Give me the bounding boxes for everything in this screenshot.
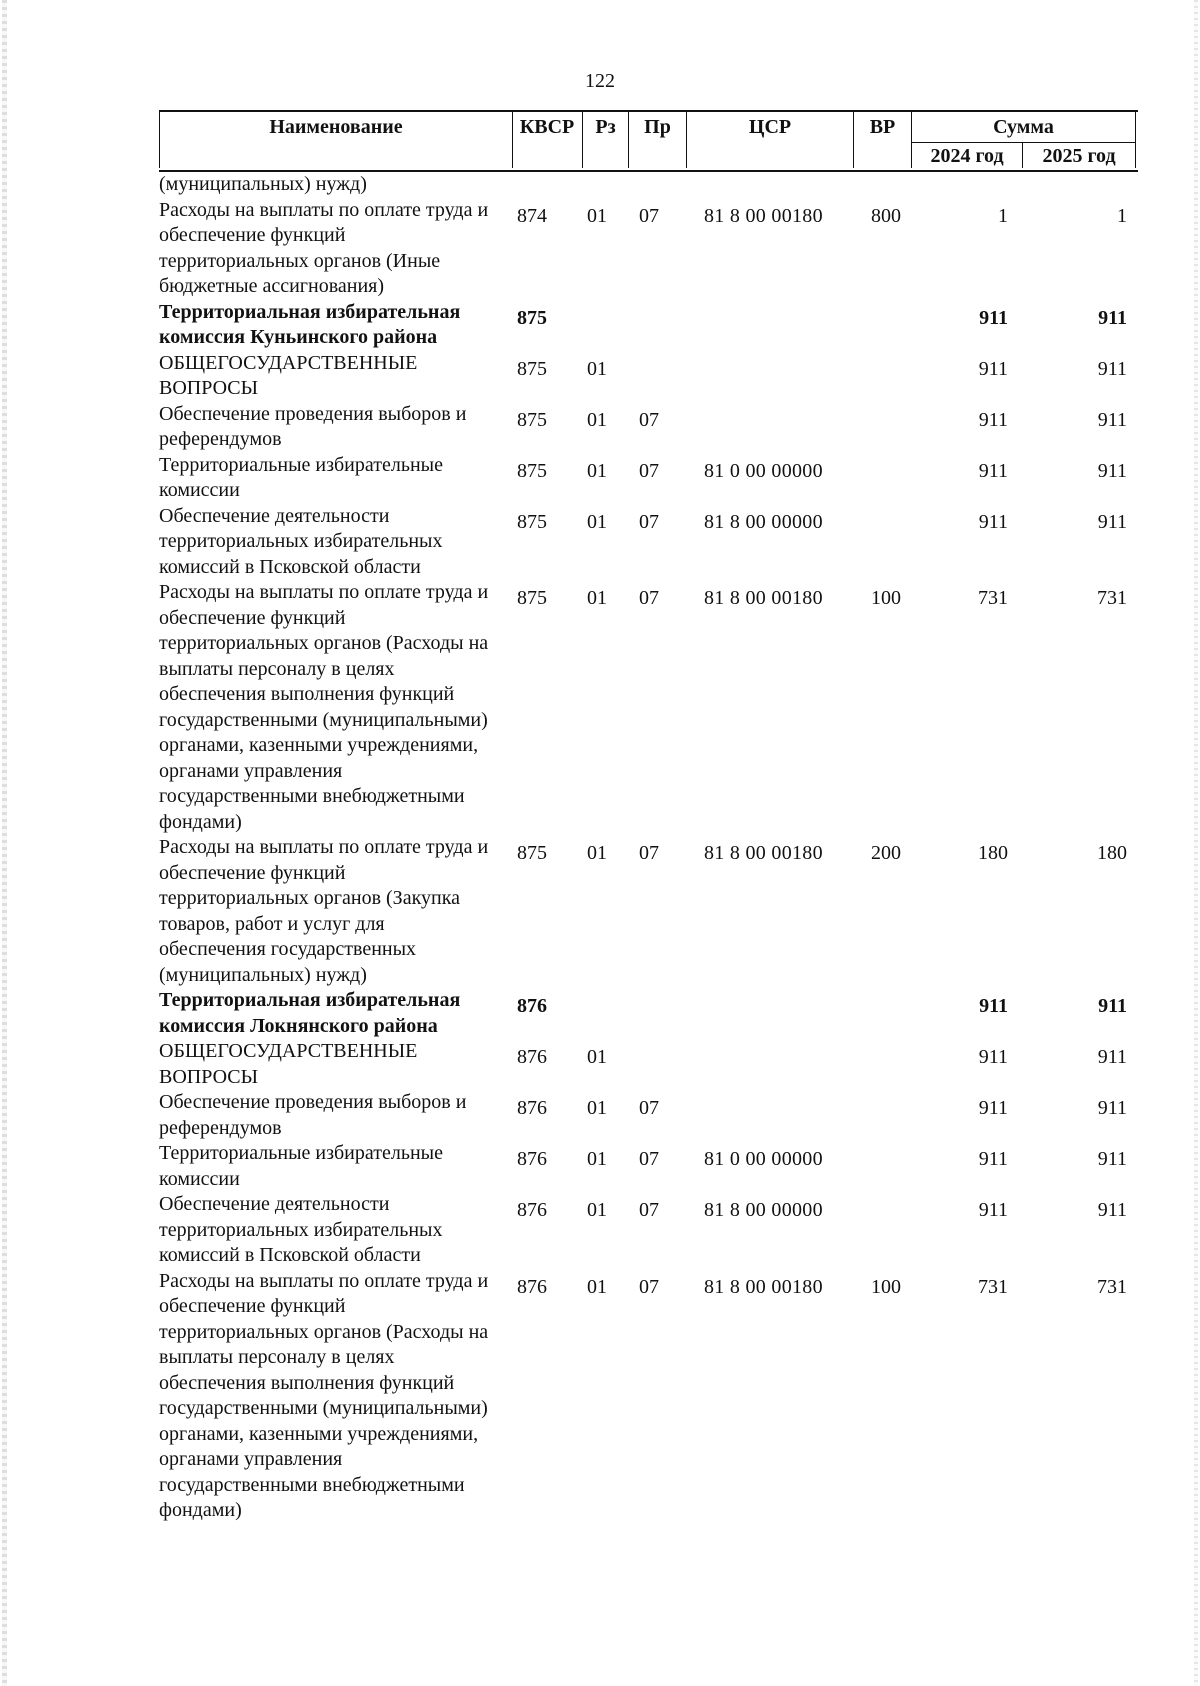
kvsr-cell: 875 <box>517 842 547 864</box>
amount-2024-cell: 911 <box>978 1199 1008 1221</box>
rz-cell: 01 <box>587 408 607 431</box>
table-row <box>159 198 1138 300</box>
amount-2024-cell: 911 <box>979 995 1008 1017</box>
amount-2025-cell: 180 <box>1097 842 1127 864</box>
table-row <box>159 1039 1138 1090</box>
csr-cell: 81 8 00 00180 <box>704 1275 823 1298</box>
amount-2024-cell: 180 <box>978 842 1008 864</box>
pr-cell: 07 <box>639 408 659 431</box>
vr-cell: 100 <box>871 1275 901 1298</box>
header-rz-label: Рз <box>595 116 616 138</box>
csr-cell: 81 8 00 00180 <box>704 842 823 864</box>
pr-cell: 07 <box>639 459 659 482</box>
table-row <box>159 1269 1138 1524</box>
amount-2024-cell: 731 <box>978 587 1008 609</box>
amount-2025-cell: 911 <box>1097 1199 1127 1221</box>
amount-2025-cell: 911 <box>1097 1097 1127 1119</box>
table-row <box>159 1090 1138 1141</box>
kvsr-cell: 876 <box>517 1199 547 1221</box>
header-sum: Сумма <box>912 112 1135 143</box>
name-cell: ОБЩЕГОСУДАРСТВЕННЫЕ ВОПРОСЫ <box>159 1040 418 1088</box>
vr-cell: 100 <box>871 587 901 609</box>
page-number: 122 <box>585 70 615 92</box>
amount-2024-cell: 911 <box>978 1148 1008 1170</box>
header-sum-group <box>912 112 1136 168</box>
csr-cell: 81 8 00 00180 <box>704 204 823 227</box>
kvsr-cell: 875 <box>517 510 547 533</box>
scan-edge-right <box>1194 0 1198 1686</box>
name-cell: Расходы на выплаты по оплате труда и обеспечение функций территориальных органов (Расходы на выплаты персоналу в целях обеспечения выполнения функций государственными (муниципальными) органами, казенными учреждениями, органами управления государственными внебюджетными фондами) <box>159 581 489 833</box>
vr-cell: 800 <box>871 204 901 227</box>
table-row <box>159 580 1138 835</box>
rz-cell: 01 <box>587 510 607 533</box>
name-cell: Обеспечение проведения выборов и референдумов <box>159 402 467 450</box>
name-cell: Расходы на выплаты по оплате труда и обеспечение функций территориальных органов (Закупка товаров, работ и услуг для обеспечения государственных (муниципальных) нужд) <box>159 836 489 986</box>
rz-cell: 01 <box>587 1148 607 1170</box>
pr-cell: 07 <box>639 842 659 864</box>
amount-2024-cell: 911 <box>979 306 1008 329</box>
amount-2025-cell: 731 <box>1097 1275 1127 1298</box>
kvsr-cell: 876 <box>517 995 547 1017</box>
name-cell: Обеспечение деятельности территориальных избирательных комиссий в Псковской области <box>159 1193 443 1266</box>
kvsr-cell: 874 <box>517 204 547 227</box>
table-row <box>159 835 1138 988</box>
amount-2025-cell: 731 <box>1097 587 1127 609</box>
name-cell: (муниципальных) нужд) <box>159 173 367 195</box>
kvsr-cell: 875 <box>517 587 547 609</box>
header-year-2024: 2024 год <box>912 143 1023 168</box>
kvsr-cell: 875 <box>517 306 547 329</box>
header-csr <box>687 112 854 168</box>
pr-cell: 07 <box>639 1275 659 1298</box>
rz-cell: 01 <box>587 204 607 227</box>
kvsr-cell: 875 <box>517 459 547 482</box>
amount-2025-cell: 911 <box>1097 1046 1127 1068</box>
kvsr-cell: 875 <box>517 408 547 431</box>
rz-cell: 01 <box>587 357 607 380</box>
scan-edge-left <box>2 0 7 1686</box>
name-cell: Территориальные избирательные комиссии <box>159 453 443 501</box>
kvsr-cell: 876 <box>517 1275 547 1298</box>
table-row <box>159 1192 1138 1269</box>
table-body <box>159 172 1138 1524</box>
header-year-2025: 2025 год <box>1042 145 1116 167</box>
rz-cell: 01 <box>587 1097 607 1119</box>
header-kvsr <box>512 112 583 168</box>
amount-2025-cell: 911 <box>1098 306 1127 329</box>
rz-cell: 01 <box>587 842 607 864</box>
table-row <box>159 1141 1138 1192</box>
amount-2024-cell: 911 <box>978 459 1008 482</box>
table-row <box>159 351 1138 402</box>
table-row <box>159 300 1138 351</box>
amount-2025-cell: 911 <box>1097 510 1127 533</box>
table-row <box>159 453 1138 504</box>
name-cell: Обеспечение проведения выборов и референдумов <box>159 1091 467 1139</box>
name-cell: Территориальные избирательные комиссии <box>159 1142 443 1190</box>
csr-cell: 81 8 00 00000 <box>704 1199 823 1221</box>
pr-cell: 07 <box>639 510 659 533</box>
amount-2025-cell: 911 <box>1097 408 1127 431</box>
table-row <box>159 988 1138 1039</box>
header-pr <box>629 112 687 168</box>
kvsr-cell: 876 <box>517 1148 547 1170</box>
header-name <box>159 112 513 168</box>
table-row <box>159 402 1138 453</box>
csr-cell: 81 0 00 00000 <box>704 1148 823 1170</box>
amount-2024-cell: 1 <box>998 204 1008 227</box>
csr-cell: 81 8 00 00180 <box>704 587 823 609</box>
table-row <box>159 172 1138 198</box>
pr-cell: 07 <box>639 1199 659 1221</box>
pr-cell: 07 <box>639 204 659 227</box>
header-csr-label: ЦСР <box>748 116 792 138</box>
amount-2025-cell: 1 <box>1117 204 1127 227</box>
budget-table <box>159 110 1138 1524</box>
csr-cell: 81 0 00 00000 <box>704 459 823 482</box>
header-kvsr-label: КВСР <box>519 116 575 138</box>
amount-2025-cell: 911 <box>1097 1148 1127 1170</box>
name-cell: Территориальная избирательная комиссия Локнянского района <box>159 989 461 1037</box>
kvsr-cell: 875 <box>517 357 547 380</box>
amount-2024-cell: 731 <box>978 1275 1008 1298</box>
header-vr-label: ВР <box>869 116 896 138</box>
pr-cell: 07 <box>639 1148 659 1170</box>
header-rz <box>583 112 629 168</box>
table-row <box>159 504 1138 581</box>
pr-cell: 07 <box>639 587 659 609</box>
name-cell: ОБЩЕГОСУДАРСТВЕННЫЕ ВОПРОСЫ <box>159 351 418 399</box>
name-cell: Расходы на выплаты по оплате труда и обеспечение функций территориальных органов (Иные бюджетные ассигнования) <box>159 198 489 297</box>
amount-2025-cell: 911 <box>1098 995 1127 1017</box>
amount-2024-cell: 911 <box>978 408 1008 431</box>
amount-2024-cell: 911 <box>978 1046 1008 1068</box>
table-header <box>159 110 1138 172</box>
amount-2025-cell: 911 <box>1097 357 1127 380</box>
amount-2024-cell: 911 <box>978 1097 1008 1119</box>
header-vr <box>854 112 912 168</box>
amount-2025-cell: 911 <box>1097 459 1127 482</box>
rz-cell: 01 <box>587 1199 607 1221</box>
vr-cell: 200 <box>871 842 901 864</box>
name-cell: Расходы на выплаты по оплате труда и обеспечение функций территориальных органов (Расходы на выплаты персоналу в целях обеспечения выполнения функций государственными (муниципальными) органами, казенными учреждениями, органами управления государственными внебюджетными фондами) <box>159 1269 489 1521</box>
name-cell: Обеспечение деятельности территориальных избирательных комиссий в Псковской области <box>159 504 443 578</box>
rz-cell: 01 <box>587 587 607 609</box>
kvsr-cell: 876 <box>517 1046 547 1068</box>
rz-cell: 01 <box>587 1046 607 1068</box>
kvsr-cell: 876 <box>517 1097 547 1119</box>
amount-2024-cell: 911 <box>978 510 1008 533</box>
amount-2024-cell: 911 <box>978 357 1008 380</box>
header-pr-label: Пр <box>644 116 671 138</box>
rz-cell: 01 <box>587 459 607 482</box>
pr-cell: 07 <box>639 1097 659 1119</box>
csr-cell: 81 8 00 00000 <box>704 510 823 533</box>
header-name-label: Наименование <box>269 116 403 138</box>
name-cell: Территориальная избирательная комиссия Куньинского района <box>159 300 461 348</box>
rz-cell: 01 <box>587 1275 607 1298</box>
